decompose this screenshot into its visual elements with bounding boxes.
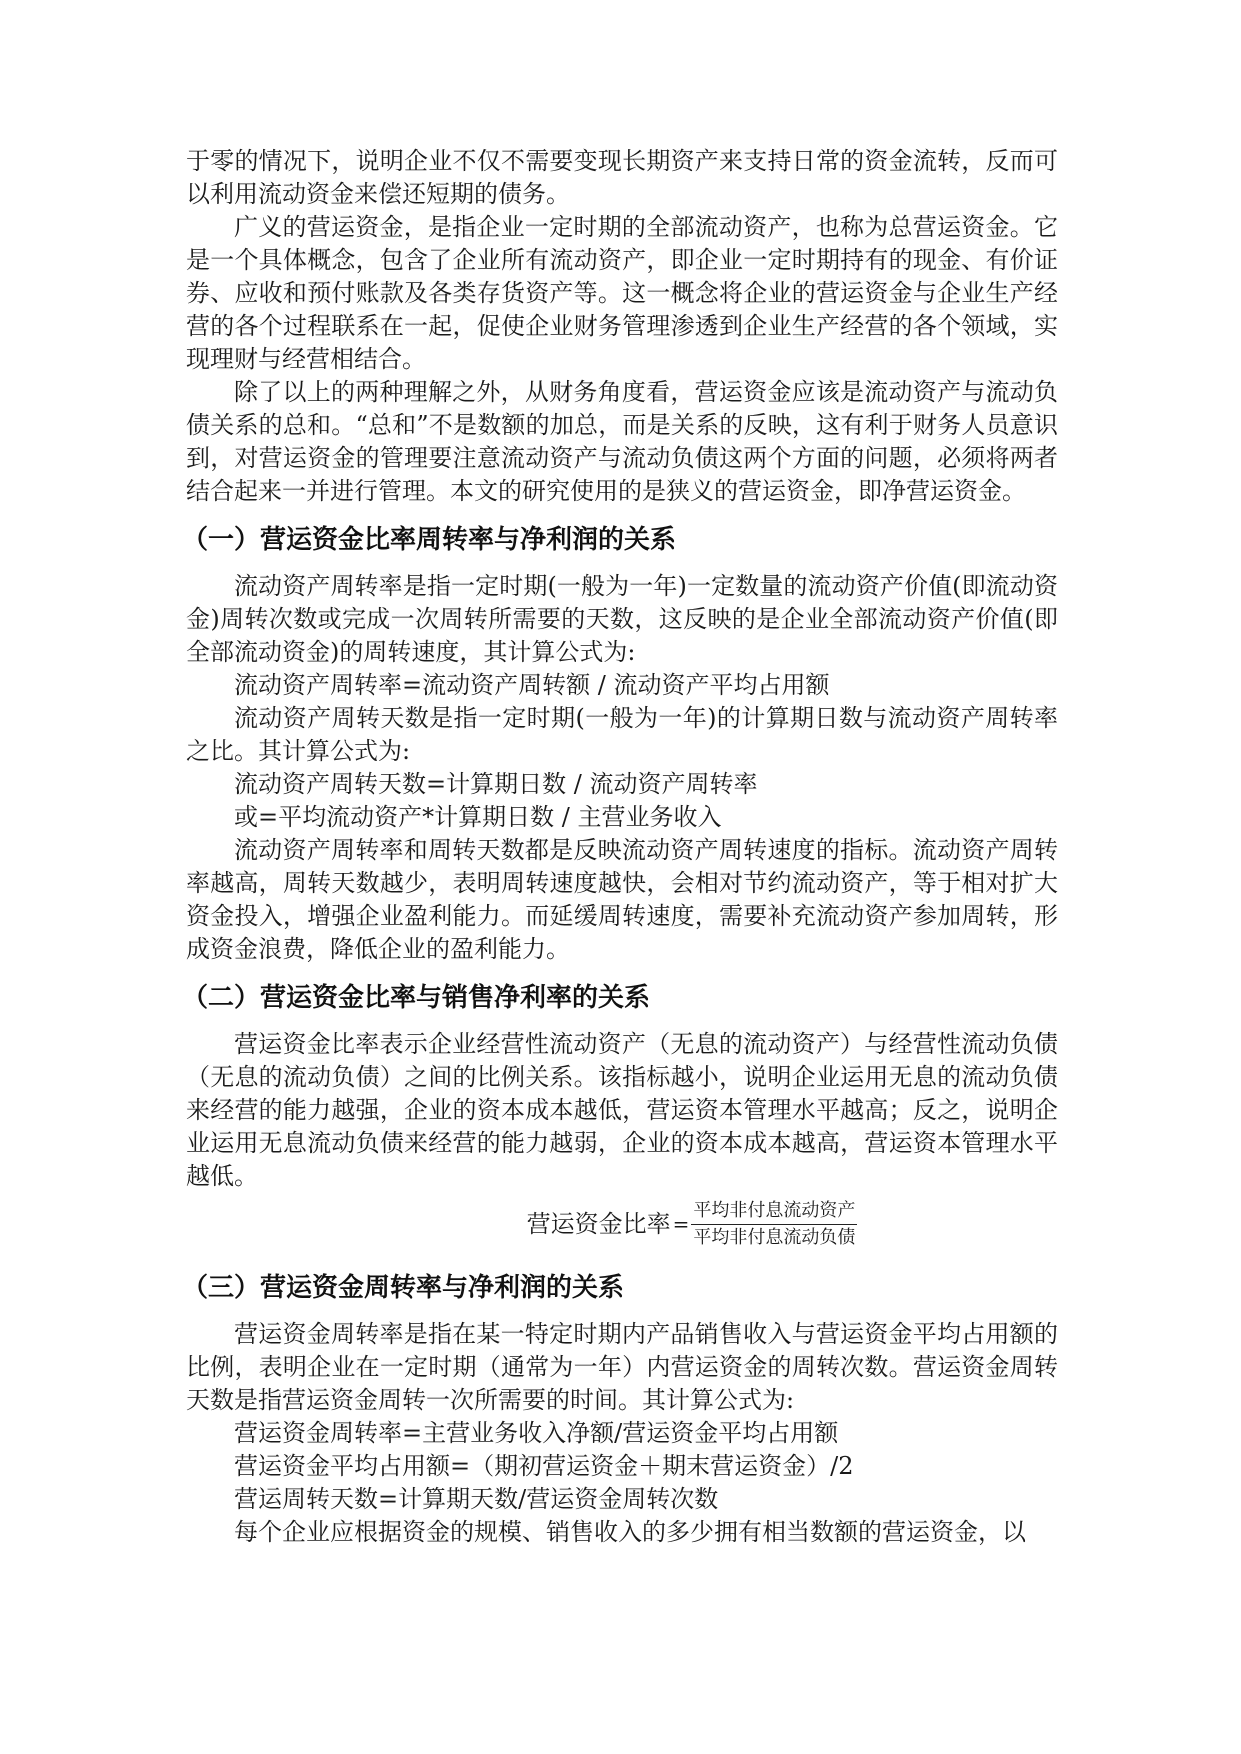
formula-turnover-days: 流动资产周转天数=计算期日数 / 流动资产周转率 — [234, 770, 758, 798]
formula-average-working-capital: 营运资金平均占用额=（期初营运资金＋期末营运资金）/2 — [234, 1452, 854, 1480]
section-1-paragraph-1: 流动资产周转率是指一定时期(一般为一年)一定数量的流动资产价值(即流动资金)周转次数或完成一次周转所需要的天数，这反映的是企业全部流动资产价值(即全部流动资金)的周转速度，其计算公式为: — [186, 572, 1058, 666]
formula-current-asset-turnover: 流动资产周转率=流动资产周转额 / 流动资产平均占用额 — [234, 671, 830, 699]
section-2-paragraph-1: 营运资金比率表示企业经营性流动资产（无息的流动资产）与经营性流动负债（无息的流动负债）之间的比例关系。该指标越小，说明企业运用无息的流动负债来经营的能力越强，企业的资本成本越低，营运资本管理水平越高；反之，说明企业运用无息流动负债来经营的能力越弱，企业的资本成本越高，营运资本管理水平越低。 — [186, 1030, 1058, 1190]
section-2-heading: （二）营运资金比率与销售净利率的关系 — [182, 983, 651, 1013]
formula-denominator: 平均非付息流动负债 — [693, 1227, 856, 1248]
paragraph-broad-definition: 广义的营运资金，是指企业一定时期的全部流动资产，也称为总营运资金。它是一个具体概念，包含了企业所有流动资产，即企业一定时期持有的现金、有价证券、应收和预付账款及各类存货资产等。这一概念将企业的营运资金与企业生产经营的各个过程联系在一起，促使企业财务管理渗透到企业生产经营的各个领域，实现理财与经营相结合。 — [186, 213, 1058, 373]
formula-label: 营运资金比率 — [526, 1210, 671, 1238]
section-3-paragraph-1: 营运资金周转率是指在某一特定时期内产品销售收入与营运资金平均占用额的比例，表明企业在一定时期（通常为一年）内营运资金的周转次数。营运资金周转天数是指营运资金周转一次所需要的时间。其计算公式为: — [186, 1320, 1058, 1414]
working-capital-ratio-formula — [186, 1199, 1058, 1250]
paragraph-continuation: 于零的情况下，说明企业不仅不需要变现长期资产来支持日常的资金流转，反而可以利用流动资金来偿还短期的债务。 — [186, 147, 1058, 208]
section-1-paragraph-2: 流动资产周转天数是指一定时期(一般为一年)的计算期日数与流动资产周转率之比。其计算公式为: — [186, 704, 1058, 765]
formula-fraction — [691, 1199, 857, 1250]
formula-numerator: 平均非付息流动资产 — [691, 1199, 857, 1225]
formula-turnover-days-alt: 或=平均流动资产*计算期日数 / 主营业务收入 — [234, 803, 722, 831]
formula-equals: = — [672, 1212, 690, 1236]
formula-working-capital-days: 营运周转天数=计算期天数/营运资金周转次数 — [234, 1485, 719, 1513]
section-3-paragraph-2: 每个企业应根据资金的规模、销售收入的多少拥有相当数额的营运资金，以 — [234, 1518, 1026, 1546]
paragraph-financial-view: 除了以上的两种理解之外，从财务角度看，营运资金应该是流动资产与流动负债关系的总和。“总和”不是数额的加总，而是关系的反映，这有利于财务人员意识到，对营运资金的管理要注意流动资产与流动负债这两个方面的问题，必须将两者结合起来一并进行管理。本文的研究使用的是狭义的营运资金，即净营运资金。 — [186, 378, 1058, 505]
section-1-heading: （一）营运资金比率周转率与净利润的关系 — [182, 525, 677, 555]
formula-working-capital-turnover: 营运资金周转率=主营业务收入净额/营运资金平均占用额 — [234, 1419, 839, 1447]
section-1-paragraph-3: 流动资产周转率和周转天数都是反映流动资产周转速度的指标。流动资产周转率越高，周转天数越少，表明周转速度越快，会相对节约流动资产，等于相对扩大资金投入，增强企业盈利能力。而延缓周转速度，需要补充流动资产参加周转，形成资金浪费，降低企业的盈利能力。 — [186, 836, 1058, 963]
section-3-heading: （三）营运资金周转率与净利润的关系 — [182, 1273, 625, 1303]
document-page — [182, 145, 1058, 1549]
